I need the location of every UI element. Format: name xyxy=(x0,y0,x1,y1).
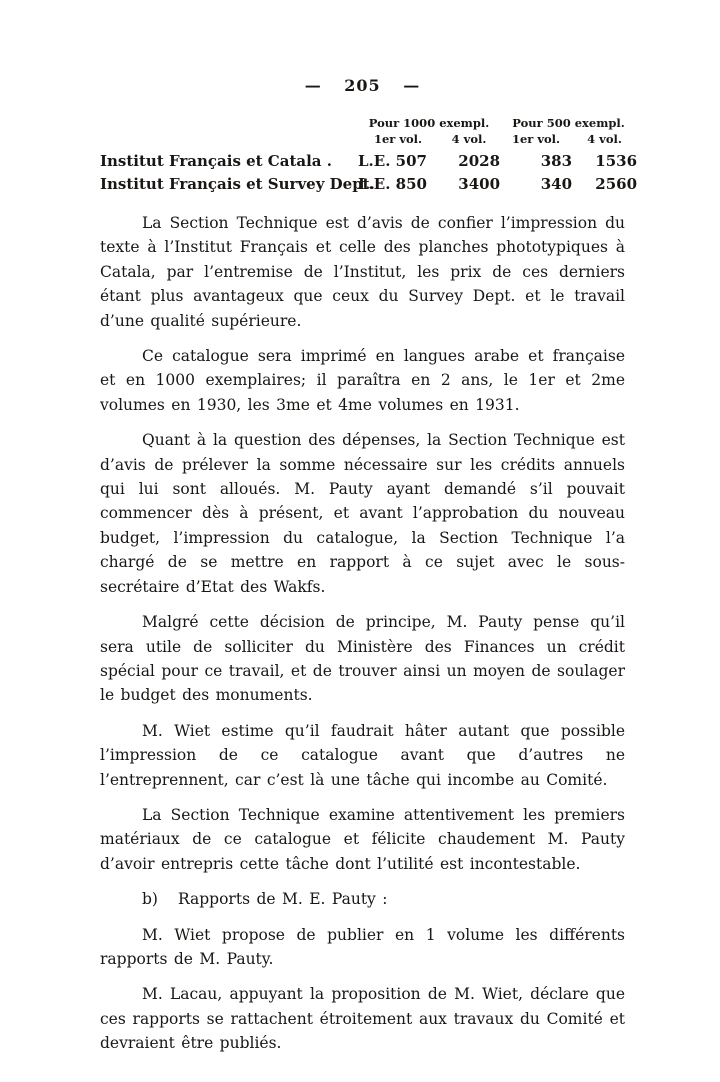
paragraph-wiet-estime: M. Wiet estime qu’il faudrait hâter autant que possible l’impression de ce catalogue avant que d’autres ne l’entreprennent, car c’est là une tâche qui incombe au Comité. xyxy=(100,721,625,789)
table-row-label: Institut Français et Catala . xyxy=(100,152,332,170)
table-row-label: Institut Français et Survey Dept. xyxy=(100,175,375,193)
list-item-marker: b) xyxy=(142,890,158,909)
table-sub-header-row xyxy=(100,132,637,150)
paragraph-section-technique-avis: La Section Technique est d’avis de confier l’impression du texte à l’Institut Français et celle des planches phototypiques à Catala, par l’entremise de l’Institut, les prix de ces derniers étant plus avantageux que ceux du Survey Dept. et le travail d’une qualité supérieure. xyxy=(100,214,625,330)
table-cell: 2028 xyxy=(458,152,501,170)
table-cell: 3400 xyxy=(458,175,501,193)
paragraph-malgre-decision: Malgré cette décision de principe, M. Pauty pense qu’il sera utile de solliciter du Ministère des Finances un crédit spécial pour ce travail, et de trouver ainsi un moyen de soulager le budget des monuments. xyxy=(100,613,625,705)
table-sub-header: 1er vol. xyxy=(511,132,561,146)
page-number: — 205 — xyxy=(304,76,421,95)
table-corner-cell xyxy=(100,116,358,132)
table-cell: L.E. 507 xyxy=(358,152,427,170)
paragraph-catalogue-impression: Ce catalogue sera imprimé en langues arabe et française et en 1000 exemplaires; il paraîtra en 2 ans, le 1er et 2me volumes en 1930, les 3me et 4me volumes en 1931. xyxy=(100,347,625,414)
table-cell: 1536 xyxy=(595,152,638,170)
paragraph-examine-materiaux: La Section Technique examine attentivement les premiers matériaux de ce catalogue et félicite chaudement M. Pauty d’avoir entrepris cette tâche dont l’utilité est incontestable. xyxy=(100,805,625,873)
table-sub-header: 1er vol. xyxy=(373,132,423,146)
list-item-b xyxy=(100,887,625,911)
table-corner-cell xyxy=(100,132,358,150)
paragraph-lacau-appuyant: M. Lacau, appuyant la proposition de M. Wiet, déclare que ces rapports se rattachent étroitement aux travaux du Comité et devraient être publiés. xyxy=(100,985,625,1053)
table-cell: L.E. 850 xyxy=(358,175,427,193)
table-sub-header: 4 vol. xyxy=(587,132,622,146)
table-group-header-row xyxy=(100,116,637,132)
price-table xyxy=(100,116,637,196)
table-group-header-500: Pour 500 exempl. xyxy=(512,116,625,130)
table-cell: 2560 xyxy=(595,175,638,193)
table-row-survey-dept xyxy=(100,173,637,196)
table-cell: 383 xyxy=(540,152,573,170)
table-group-header-1000: Pour 1000 exempl. xyxy=(368,116,490,130)
paragraph-question-depenses: Quant à la question des dépenses, la Section Technique est d’avis de prélever la somme nécessaire sur les crédits annuels qui lui sont alloués. M. Pauty ayant demandé s’il pouvait commencer dès à présent, et avant l’approbation du nouveau budget, l’impression du catalogue, la Section Technique l’a chargé de se mettre en rapport à ce sujet avec le sous-secrétaire d’Etat des Wakfs. xyxy=(100,431,625,596)
table-sub-header: 4 vol. xyxy=(451,132,487,146)
paragraph-wiet-propose: M. Wiet propose de publier en 1 volume les différents rapports de M. Pauty. xyxy=(100,925,625,968)
table-cell: 340 xyxy=(540,175,573,193)
list-item-label: Rapports de M. E. Pauty : xyxy=(177,890,388,909)
table-row-catala xyxy=(100,150,637,173)
